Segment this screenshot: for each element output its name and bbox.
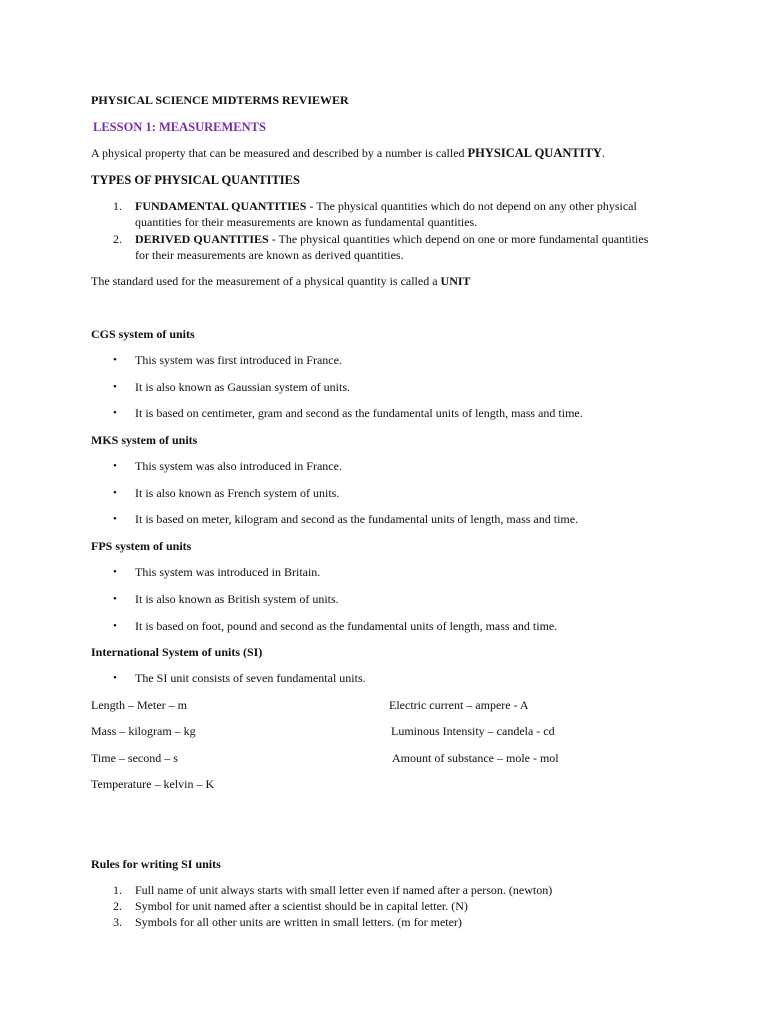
bullet-icon: •: [113, 487, 117, 499]
bullet-icon: •: [113, 381, 117, 393]
mks-bullet: It is based on meter, kilogram and second as the fundamental units of length, mass and time.: [135, 512, 579, 526]
fps-bullet: This system was introduced in Britain.: [135, 565, 321, 579]
type-derived: [135, 231, 648, 247]
bullet-icon: •: [113, 672, 117, 684]
unit-text: The standard used for the measurement of a physical quantity is called a: [91, 274, 441, 288]
bullet-icon: •: [113, 593, 117, 605]
si-bullet: The SI unit consists of seven fundamental units.: [135, 671, 366, 685]
si-unit-length: Length – Meter – m: [91, 698, 187, 712]
cgs-bullet: It is based on centimeter, gram and second as the fundamental units of length, mass and time.: [135, 406, 583, 420]
list-number: 2.: [113, 232, 122, 246]
list-number: 2.: [113, 899, 122, 913]
mks-bullet: It is also known as French system of units.: [135, 486, 340, 500]
rule-item: Symbol for unit named after a scientist should be in capital letter. (N): [135, 899, 468, 913]
type-fundamental: [135, 198, 637, 214]
si-unit-amount-of-substance: Amount of substance – mole - mol: [392, 751, 559, 765]
bullet-icon: •: [113, 460, 117, 472]
bullet-icon: •: [113, 354, 117, 366]
bullet-icon: •: [113, 407, 117, 419]
si-unit-mass: Mass – kilogram – kg: [91, 724, 196, 738]
type-desc-cont: quantities for their measurements are known as fundamental quantities.: [135, 215, 478, 229]
unit-sentence: [91, 273, 471, 289]
cgs-bullet: This system was first introduced in France.: [135, 353, 342, 367]
type-desc-cont: for their measurements are known as derived quantities.: [135, 248, 404, 262]
list-number: 1.: [113, 883, 122, 897]
fps-bullet: It is based on foot, pound and second as the fundamental units of length, mass and time.: [135, 619, 558, 633]
fps-bullet: It is also known as British system of units.: [135, 592, 339, 606]
list-number: 3.: [113, 915, 122, 929]
unit-term: UNIT: [440, 274, 471, 288]
si-unit-time: Time – second – s: [91, 751, 178, 765]
cgs-heading: CGS system of units: [91, 327, 195, 341]
rules-heading: Rules for writing SI units: [91, 857, 221, 871]
type-term: FUNDAMENTAL QUANTITIES: [135, 199, 307, 213]
mks-bullet: This system was also introduced in France.: [135, 459, 342, 473]
rule-item: Symbols for all other units are written in small letters. (m for meter): [135, 915, 462, 929]
types-heading: TYPES OF PHYSICAL QUANTITIES: [91, 173, 300, 187]
intro-term: PHYSICAL QUANTITY: [467, 146, 602, 160]
type-desc: - The physical quantities which depend on one or more fundamental quantities: [268, 232, 649, 246]
lesson-heading: LESSON 1: MEASUREMENTS: [93, 120, 266, 134]
bullet-icon: •: [113, 620, 117, 632]
si-unit-luminous-intensity: Luminous Intensity – candela - cd: [391, 724, 555, 738]
cgs-bullet: It is also known as Gaussian system of units.: [135, 380, 350, 394]
intro-end: .: [601, 146, 605, 160]
type-desc: - The physical quantities which do not depend on any other physical: [306, 199, 637, 213]
fps-heading: FPS system of units: [91, 539, 192, 553]
rule-item: Full name of unit always starts with small letter even if named after a person. (newton): [135, 883, 553, 897]
si-heading: International System of units (SI): [91, 645, 263, 659]
bullet-icon: •: [113, 513, 117, 525]
si-unit-electric-current: Electric current – ampere - A: [389, 698, 529, 712]
document-title: PHYSICAL SCIENCE MIDTERMS REVIEWER: [91, 93, 349, 107]
type-term: DERIVED QUANTITIES: [135, 232, 269, 246]
list-number: 1.: [113, 199, 122, 213]
mks-heading: MKS system of units: [91, 433, 198, 447]
intro-text: A physical property that can be measured and described by a number is called: [91, 146, 468, 160]
intro-paragraph: [91, 145, 605, 161]
bullet-icon: •: [113, 566, 117, 578]
si-unit-temperature: Temperature – kelvin – K: [91, 777, 215, 791]
